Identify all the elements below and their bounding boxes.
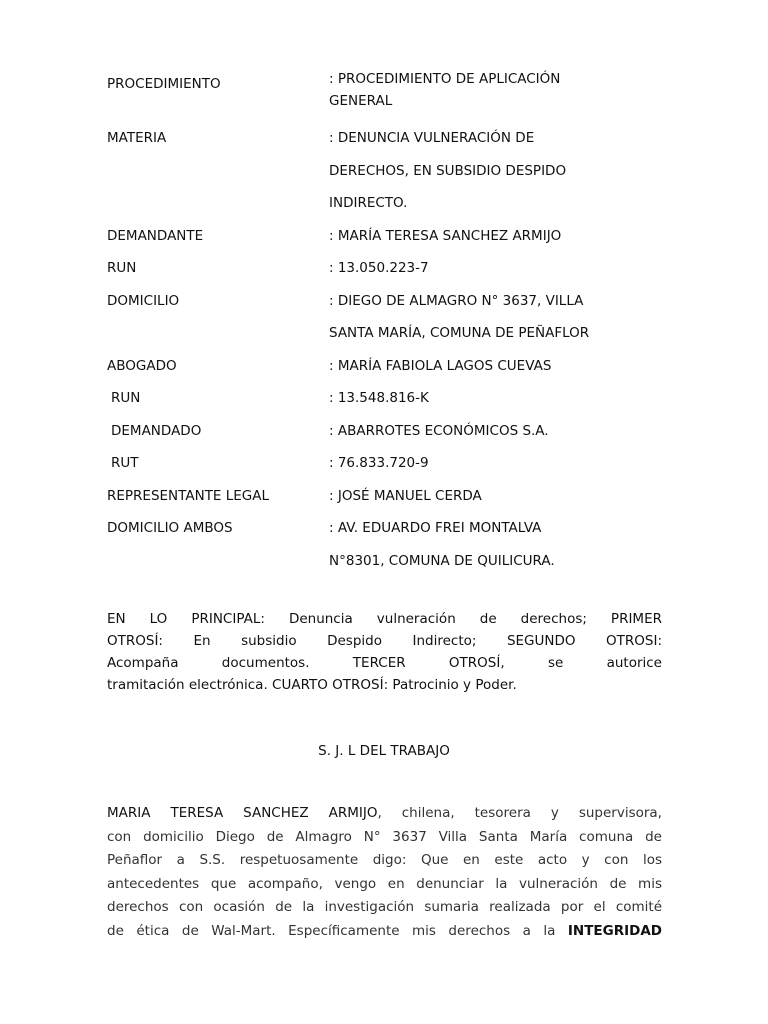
field-row-rut bbox=[107, 447, 667, 480]
field-value-line: INDIRECTO. bbox=[329, 195, 408, 211]
field-row-domicilio-ambos bbox=[107, 512, 667, 577]
field-row-materia bbox=[107, 122, 667, 220]
case-header-fields bbox=[107, 68, 667, 577]
field-value-line: : 13.050.223-7 bbox=[329, 260, 429, 276]
summary-line: Acompaña documentos. TERCER OTROSÍ, se autorice bbox=[107, 655, 662, 671]
plaintiff-name: MARIA TERESA SANCHEZ ARMIJO bbox=[107, 805, 378, 821]
field-value bbox=[329, 512, 667, 577]
field-value bbox=[329, 122, 667, 220]
field-label: PROCEDIMIENTO bbox=[107, 76, 221, 92]
field-value-line: N°8301, COMUNA DE QUILICURA. bbox=[329, 552, 555, 569]
field-row-domicilio bbox=[107, 285, 667, 350]
field-value-line: DERECHOS, EN SUBSIDIO DESPIDO bbox=[329, 162, 567, 179]
field-value bbox=[329, 220, 667, 253]
field-value-line: SANTA MARÍA, COMUNA DE PEÑAFLOR bbox=[329, 325, 590, 341]
body-line: con domicilio Diego de Almagro N° 3637 Villa Santa María comuna de bbox=[107, 828, 662, 845]
body-line bbox=[107, 802, 662, 826]
field-value-line: : MARÍA FABIOLA LAGOS CUEVAS bbox=[329, 357, 552, 374]
field-row-abogado bbox=[107, 350, 667, 383]
field-value-line: : DIEGO DE ALMAGRO N° 3637, VILLA bbox=[329, 292, 584, 309]
body-paragraph bbox=[107, 802, 662, 943]
field-value-line: : PROCEDIMIENTO DE APLICACIÓN bbox=[329, 71, 561, 87]
body-line: Peñaflor a S.S. respetuosamente digo: Que en este acto y con los bbox=[107, 852, 662, 868]
field-label: DEMANDADO bbox=[111, 422, 202, 439]
field-label: RUT bbox=[111, 455, 139, 471]
field-label: DOMICILIO AMBOS bbox=[107, 520, 233, 536]
field-value bbox=[329, 447, 667, 480]
court-heading: S. J. L DEL TRABAJO bbox=[318, 743, 450, 759]
field-label: RUN bbox=[107, 260, 137, 276]
field-value bbox=[329, 285, 667, 350]
field-label: ABOGADO bbox=[107, 357, 177, 374]
field-value-line: : AV. EDUARDO FREI MONTALVA bbox=[329, 520, 542, 536]
body-line: antecedentes que acompaño, vengo en denunciar la vulneración de mis bbox=[107, 875, 662, 892]
body-text-fragment: , chilena, tesorera y supervisora, bbox=[377, 805, 662, 821]
field-label: MATERIA bbox=[107, 130, 167, 146]
summary-line: EN LO PRINCIPAL: Denuncia vulneración de derechos; PRIMER bbox=[107, 611, 662, 627]
field-row-run-abogado bbox=[107, 382, 667, 415]
field-label: RUN bbox=[111, 390, 141, 406]
field-value bbox=[329, 480, 667, 513]
field-label: REPRESENTANTE LEGAL bbox=[107, 487, 270, 504]
field-value bbox=[329, 350, 667, 383]
field-value-line: : DENUNCIA VULNERACIÓN DE bbox=[329, 130, 535, 146]
field-value bbox=[329, 68, 667, 122]
field-value-line: GENERAL bbox=[329, 93, 393, 109]
body-line bbox=[107, 920, 662, 944]
field-row-demandado bbox=[107, 415, 667, 448]
body-line: derechos con ocasión de la investigación sumaria realizada por el comité bbox=[107, 899, 662, 915]
field-value-line: : MARÍA TERESA SANCHEZ ARMIJO bbox=[329, 227, 562, 244]
body-text-fragment: de ética de Wal-Mart. Específicamente mis derechos a la bbox=[107, 922, 556, 939]
field-value-line: : JOSÉ MANUEL CERDA bbox=[329, 487, 482, 504]
summary-line: OTROSÍ: En subsidio Despido Indirecto; SEGUNDO OTROSI: bbox=[107, 633, 662, 649]
field-value-line: : 13.548.816-K bbox=[329, 390, 429, 406]
field-row-representante bbox=[107, 480, 667, 513]
field-row-run-demandante bbox=[107, 252, 667, 285]
field-value-line: : ABARROTES ECONÓMICOS S.A. bbox=[329, 422, 549, 439]
summary-line: tramitación electrónica. CUARTO OTROSÍ: Patrocinio y Poder. bbox=[107, 677, 517, 693]
bold-term: INTEGRIDAD bbox=[567, 922, 662, 939]
field-value bbox=[329, 252, 667, 285]
petition-summary bbox=[107, 608, 662, 696]
field-row-demandante bbox=[107, 220, 667, 253]
field-value bbox=[329, 415, 667, 448]
field-row-procedimiento bbox=[107, 68, 667, 122]
field-value bbox=[329, 382, 667, 415]
field-label: DEMANDANTE bbox=[107, 227, 204, 244]
field-value-line: : 76.833.720-9 bbox=[329, 455, 429, 471]
field-label: DOMICILIO bbox=[107, 292, 180, 309]
